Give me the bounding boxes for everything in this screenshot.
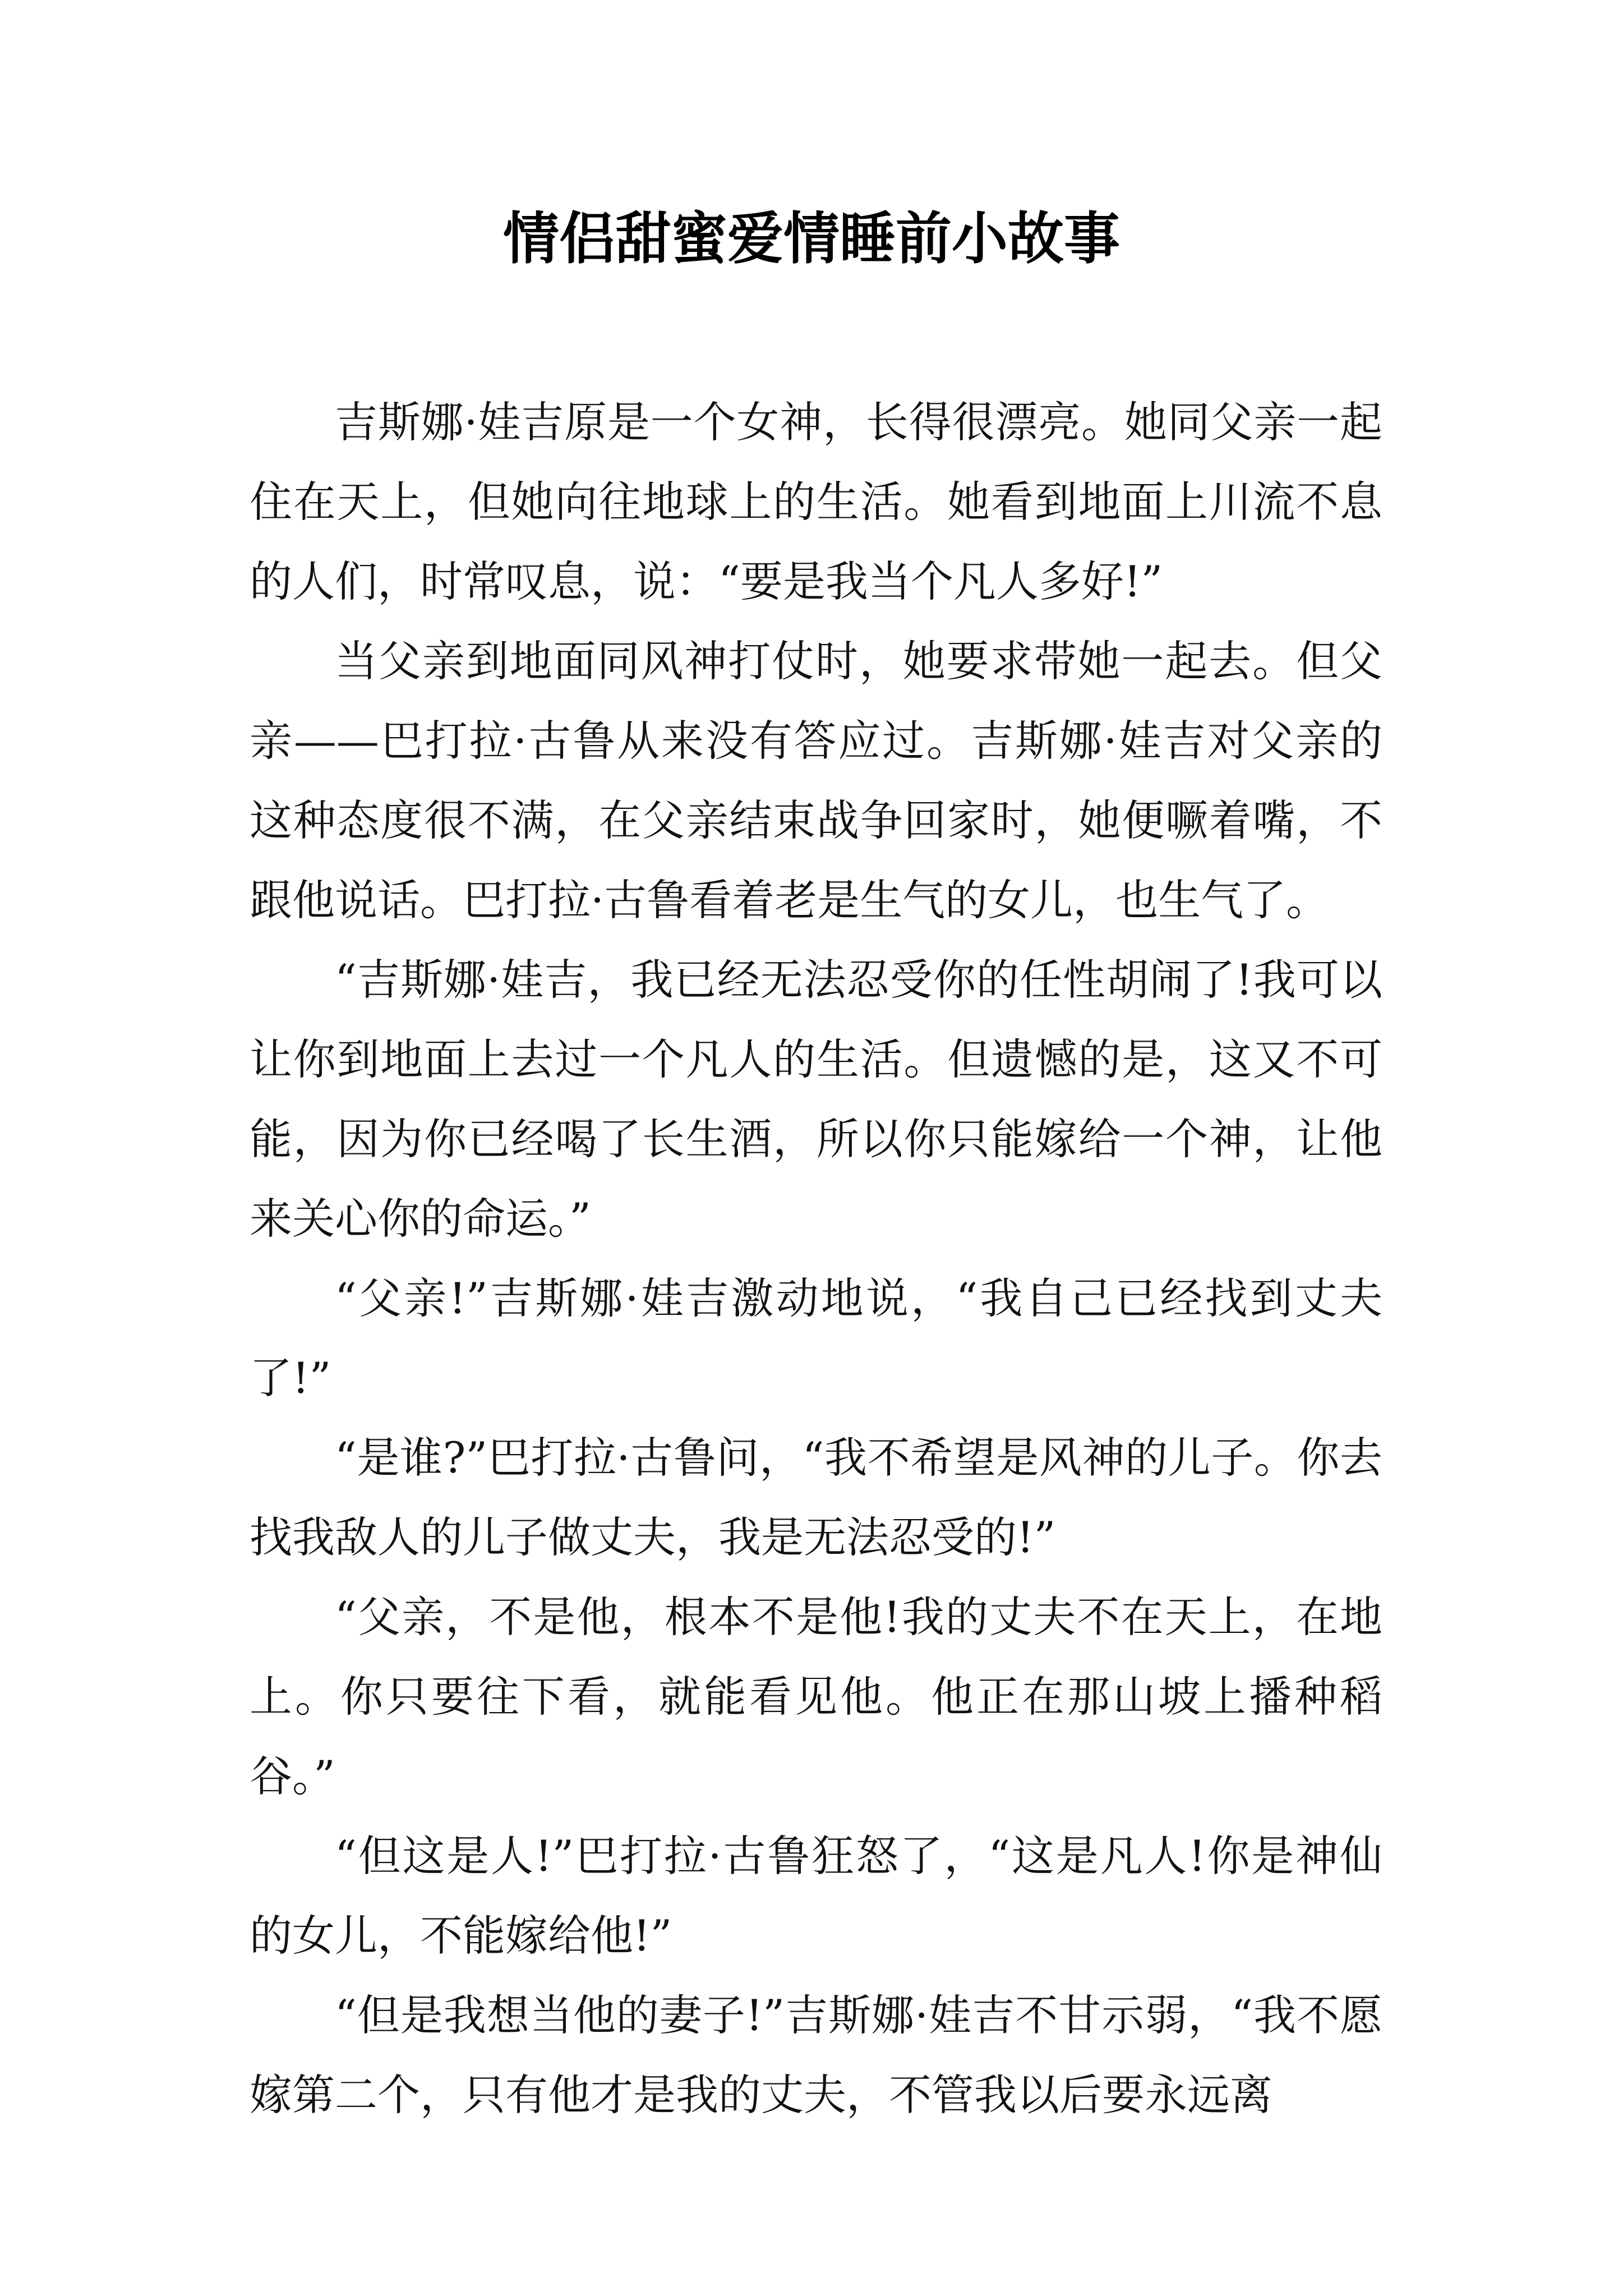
paragraph: “父亲!”吉斯娜·娃吉激动地说，“我自己已经找到丈夫了!” (250, 1273, 1382, 1403)
paragraph: “父亲，不是他，根本不是他!我的丈夫不在天上，在地上。你只要往下看，就能看见他。他正在那山坡上播种稻谷。” (250, 1592, 1382, 1801)
paragraph: “吉斯娜·娃吉，我已经无法忍受你的任性胡闹了!我可以让你到地面上去过一个凡人的生活。但遗憾的是，这又不可能，因为你已经喝了长生酒，所以你只能嫁给一个神，让他来关心你的命运。” (250, 955, 1382, 1244)
story-body (250, 383, 1382, 2135)
page-title: 情侣甜蜜爱情睡前小故事 (503, 205, 1120, 272)
paragraph: 当父亲到地面同风神打仗时，她要求带她一起去。但父亲——巴打拉·古鲁从来没有答应过。吉斯娜·娃吉对父亲的这种态度很不满，在父亲结束战争回家时，她便噘着嘴，不跟他说话。巴打拉·古鲁看着老是生气的女儿，也生气了。 (250, 636, 1382, 925)
paragraph: “但是我想当他的妻子!”吉斯娜·娃吉不甘示弱，“我不愿嫁第二个，只有他才是我的丈夫，不管我以后要永远离 (250, 1990, 1382, 2120)
paragraph: “但这是人!”巴打拉·古鲁狂怒了，“这是凡人!你是神仙的女儿，不能嫁给他!” (250, 1831, 1382, 1961)
paragraph: 吉斯娜·娃吉原是一个女神，长得很漂亮。她同父亲一起住在天上，但她向往地球上的生活。她看到地面上川流不息的人们，时常叹息，说：“要是我当个凡人多好!” (250, 397, 1382, 606)
paragraph: “是谁?”巴打拉·古鲁问，“我不希望是风神的儿子。你去找我敌人的儿子做丈夫，我是无法忍受的!” (250, 1433, 1382, 1562)
